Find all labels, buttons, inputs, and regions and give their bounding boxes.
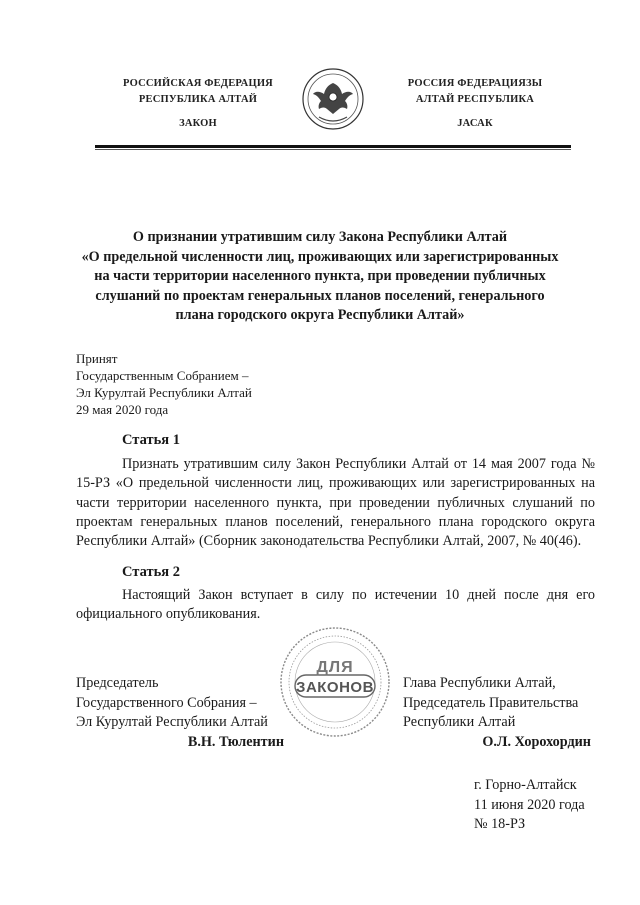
footer-date: 11 июня 2020 года — [474, 796, 585, 813]
signature-left-line2: Государственного Собрания – — [76, 694, 257, 711]
header-left-line3: ЗАКОН — [179, 118, 217, 129]
header-right-line1: РОССИЯ ФЕДЕРАЦИЯЗЫ — [407, 78, 543, 89]
law-title — [70, 228, 570, 326]
signature-left — [76, 674, 286, 752]
adopted-line4: 29 мая 2020 года — [76, 402, 169, 417]
article1-text: Признать утратившим силу Закон Республики Алтай от 14 мая 2007 года № 15-РЗ «О предельной численности лиц, проживающих или зарегистрированных на части территории населенного пункта, при проведении публичных слушаний по проектам генеральных планов поселений, генерального плана городского округа Республики Алтай» (Сборник законодательства Республики Алтай, 2007, № 40(46). — [76, 456, 595, 550]
adopted-line3: Эл Курултай Республики Алтай — [76, 385, 252, 400]
footer-block — [474, 776, 585, 835]
header-right-line2: АЛТАЙ РЕСПУБЛИКА — [415, 94, 535, 105]
signature-right — [403, 674, 591, 752]
footer-number: № 18-РЗ — [474, 816, 526, 832]
adopted-line1: Принят — [76, 351, 118, 366]
header-right-line3: JАСАК — [457, 118, 493, 129]
signature-left-line1: Председатель — [76, 675, 159, 691]
coat-of-arms-emblem — [301, 67, 365, 131]
signature-right-line2: Председатель Правительства — [403, 694, 579, 711]
title-line: на части территории населенного пункта, при проведении публичных — [94, 268, 546, 285]
title-line: плана городского округа Республики Алтай» — [175, 307, 465, 324]
title-line: О признании утратившим силу Закона Республики Алтай — [132, 229, 508, 245]
title-line: слушаний по проектам генеральных планов поселений, генерального — [95, 287, 545, 304]
stamp-text-line2: ЗАКОНОВ — [296, 679, 374, 696]
stamp-seal — [279, 626, 391, 738]
header-rule-thin — [95, 149, 571, 150]
footer-city: г. Горно-Алтайск — [474, 777, 577, 793]
signature-left-name: В.Н. Тюлентин — [187, 733, 284, 750]
signature-right-line3: Республики Алтай — [403, 714, 516, 730]
stamp-text-line1: ДЛЯ — [316, 659, 354, 676]
header-left-line2: РЕСПУБЛИКА АЛТАЙ — [138, 94, 258, 105]
title-line: «О предельной численности лиц, проживающих или зарегистрированных — [81, 248, 559, 265]
article2-heading: Статья 2 — [122, 564, 180, 580]
adopted-block — [76, 350, 252, 418]
article1-heading: Статья 1 — [122, 432, 180, 448]
signature-right-line1: Глава Республики Алтай, — [403, 675, 556, 691]
header-rule — [95, 145, 571, 148]
article2-text: Настоящий Закон вступает в силу по истечении 10 дней после дня его официального опубликования. — [76, 587, 595, 623]
signature-right-name: О.Л. Хорохордин — [482, 733, 591, 750]
signature-left-line3: Эл Курултай Республики Алтай — [76, 714, 268, 730]
adopted-line2: Государственным Собранием – — [76, 368, 249, 383]
header-left-line1: РОССИЙСКАЯ ФЕДЕРАЦИЯ — [123, 78, 273, 89]
